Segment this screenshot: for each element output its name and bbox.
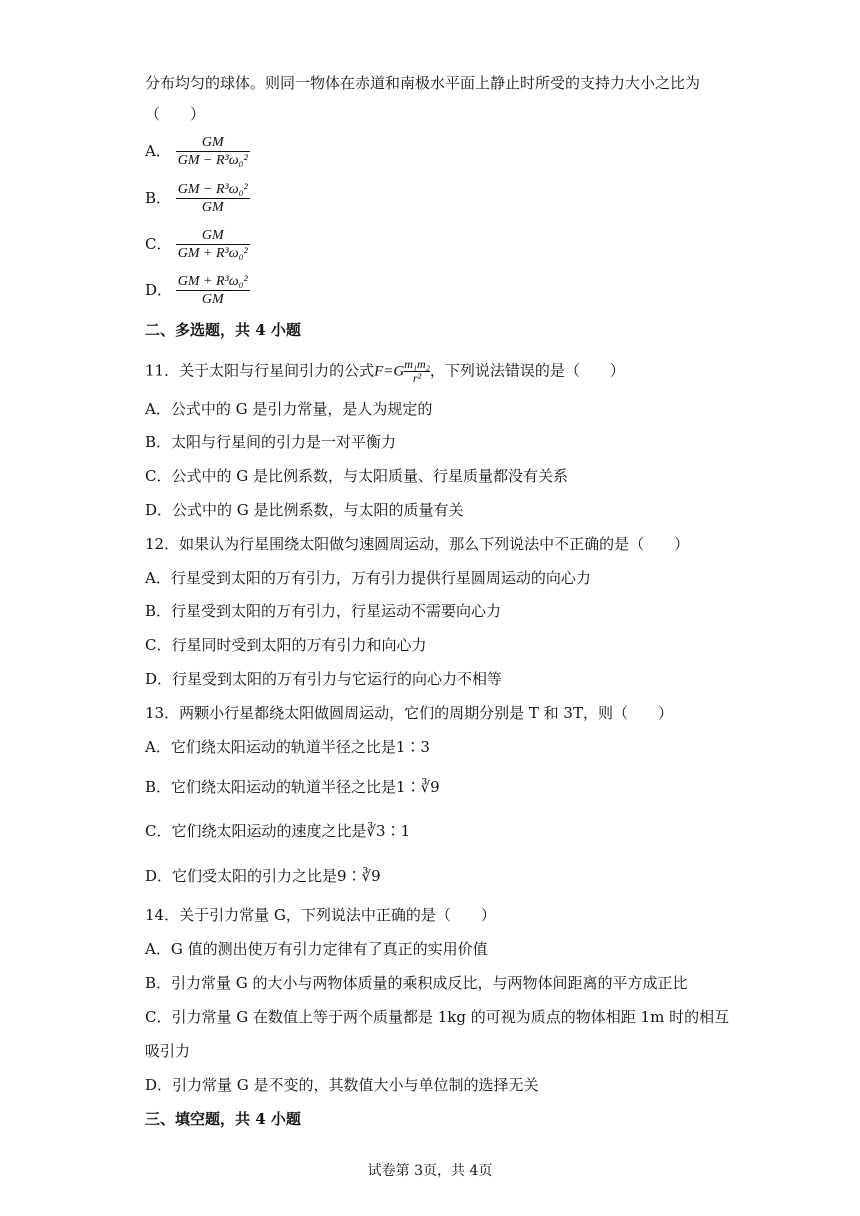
section-heading-fill-in: 三、填空题，共 4 小题 <box>145 1110 301 1128</box>
section-heading-multiple-choice: 二、多选题，共 4 小题 <box>145 321 301 339</box>
q14-option-c: C．引力常量 G 在数值上等于两个质量都是 1kg 的可视为质点的物体相距 1m 时的相互 <box>145 1008 730 1026</box>
q10-option-a <box>145 134 250 169</box>
q12-stem: 12．如果认为行星围绕太阳做匀速圆周运动，那么下列说法中不正确的是（ ） <box>145 535 690 553</box>
q10-stem-line: 分布均匀的球体。则同一物体在赤道和南极水平面上静止时所受的支持力大小之比为 <box>145 74 701 92</box>
fraction-numerator: GM <box>201 135 224 150</box>
q11-option-b: B．太阳与行星间的引力是一对平衡力 <box>145 433 397 451</box>
option-label: A． <box>145 141 171 160</box>
q12-option-a: A．行星受到太阳的万有引力，万有引力提供行星圆周运动的向心力 <box>145 569 591 587</box>
q10-option-b <box>145 181 250 216</box>
fraction-numerator: GM + R³ω₀² <box>177 274 248 289</box>
q11-option-a: A．公式中的 G 是引力常量，是人为规定的 <box>145 400 433 418</box>
q11-option-d: D．公式中的 G 是比例系数，与太阳的质量有关 <box>145 501 464 519</box>
q12-option-d: D．行星受到太阳的万有引力与它运行的向心力不相等 <box>145 670 503 688</box>
q11-formula-left: F=G <box>374 363 405 380</box>
q11-formula-fraction <box>404 358 430 385</box>
q14-stem: 14．关于引力常量 G，下列说法中正确的是（ ） <box>145 906 496 924</box>
q13-stem: 13．两颗小行星都绕太阳做圆周运动，它们的周期分别是 T 和 3T，则（ ） <box>145 704 673 722</box>
fraction <box>176 134 250 169</box>
q13-option-b: B．它们绕太阳运动的轨道半径之比是1∶∛9 <box>145 778 440 796</box>
option-label: D． <box>145 280 173 299</box>
q11-stem <box>145 358 625 385</box>
q10-option-d <box>145 273 250 308</box>
page-footer: 试卷第 3页，共 4页 <box>367 1163 493 1179</box>
q10-answer-paren: （ ） <box>145 105 206 123</box>
fraction-denominator: GM − R³ω₀² <box>177 153 248 168</box>
fraction-denominator: r² <box>404 371 430 385</box>
q12-option-c: C．行星同时受到太阳的万有引力和向心力 <box>145 636 427 654</box>
q10-option-c <box>145 227 250 262</box>
fraction-denominator: GM <box>176 198 250 216</box>
fraction-denominator: GM <box>176 290 250 308</box>
q13-option-a: A．它们绕太阳运动的轨道半径之比是1∶3 <box>145 738 430 756</box>
q12-option-b: B．行星受到太阳的万有引力，行星运动不需要向心力 <box>145 602 502 620</box>
q11-stem-prefix: 11．关于太阳与行星间引力的公式 <box>145 361 375 380</box>
q13-option-d: D．它们受太阳的引力之比是9∶∛9 <box>145 867 381 885</box>
fraction-numerator: m₁m₂ <box>404 357 430 371</box>
q14-option-b: B．引力常量 G 的大小与两物体质量的乘积成反比，与两物体间距离的平方成正比 <box>145 974 688 992</box>
fraction <box>176 227 250 262</box>
q13-option-c: C．它们绕太阳运动的速度之比是∛3∶1 <box>145 822 411 840</box>
option-label: C． <box>145 234 172 253</box>
fraction <box>176 181 250 216</box>
q14-option-c-continued: 吸引力 <box>145 1042 191 1060</box>
q14-option-d: D．引力常量 G 是不变的，其数值大小与单位制的选择无关 <box>145 1076 539 1094</box>
q11-option-c: C．公式中的 G 是比例系数，与太阳质量、行星质量都没有关系 <box>145 467 568 485</box>
q14-option-a: A．G 值的测出使万有引力定律有了真正的实用价值 <box>145 940 488 958</box>
fraction-numerator: GM <box>201 228 224 243</box>
fraction-denominator: GM + R³ω₀² <box>177 246 248 261</box>
q11-stem-suffix: ，下列说法错误的是（ ） <box>429 361 625 380</box>
option-label: B． <box>145 188 172 207</box>
fraction-numerator: GM − R³ω₀² <box>177 182 248 197</box>
fraction <box>176 273 250 308</box>
